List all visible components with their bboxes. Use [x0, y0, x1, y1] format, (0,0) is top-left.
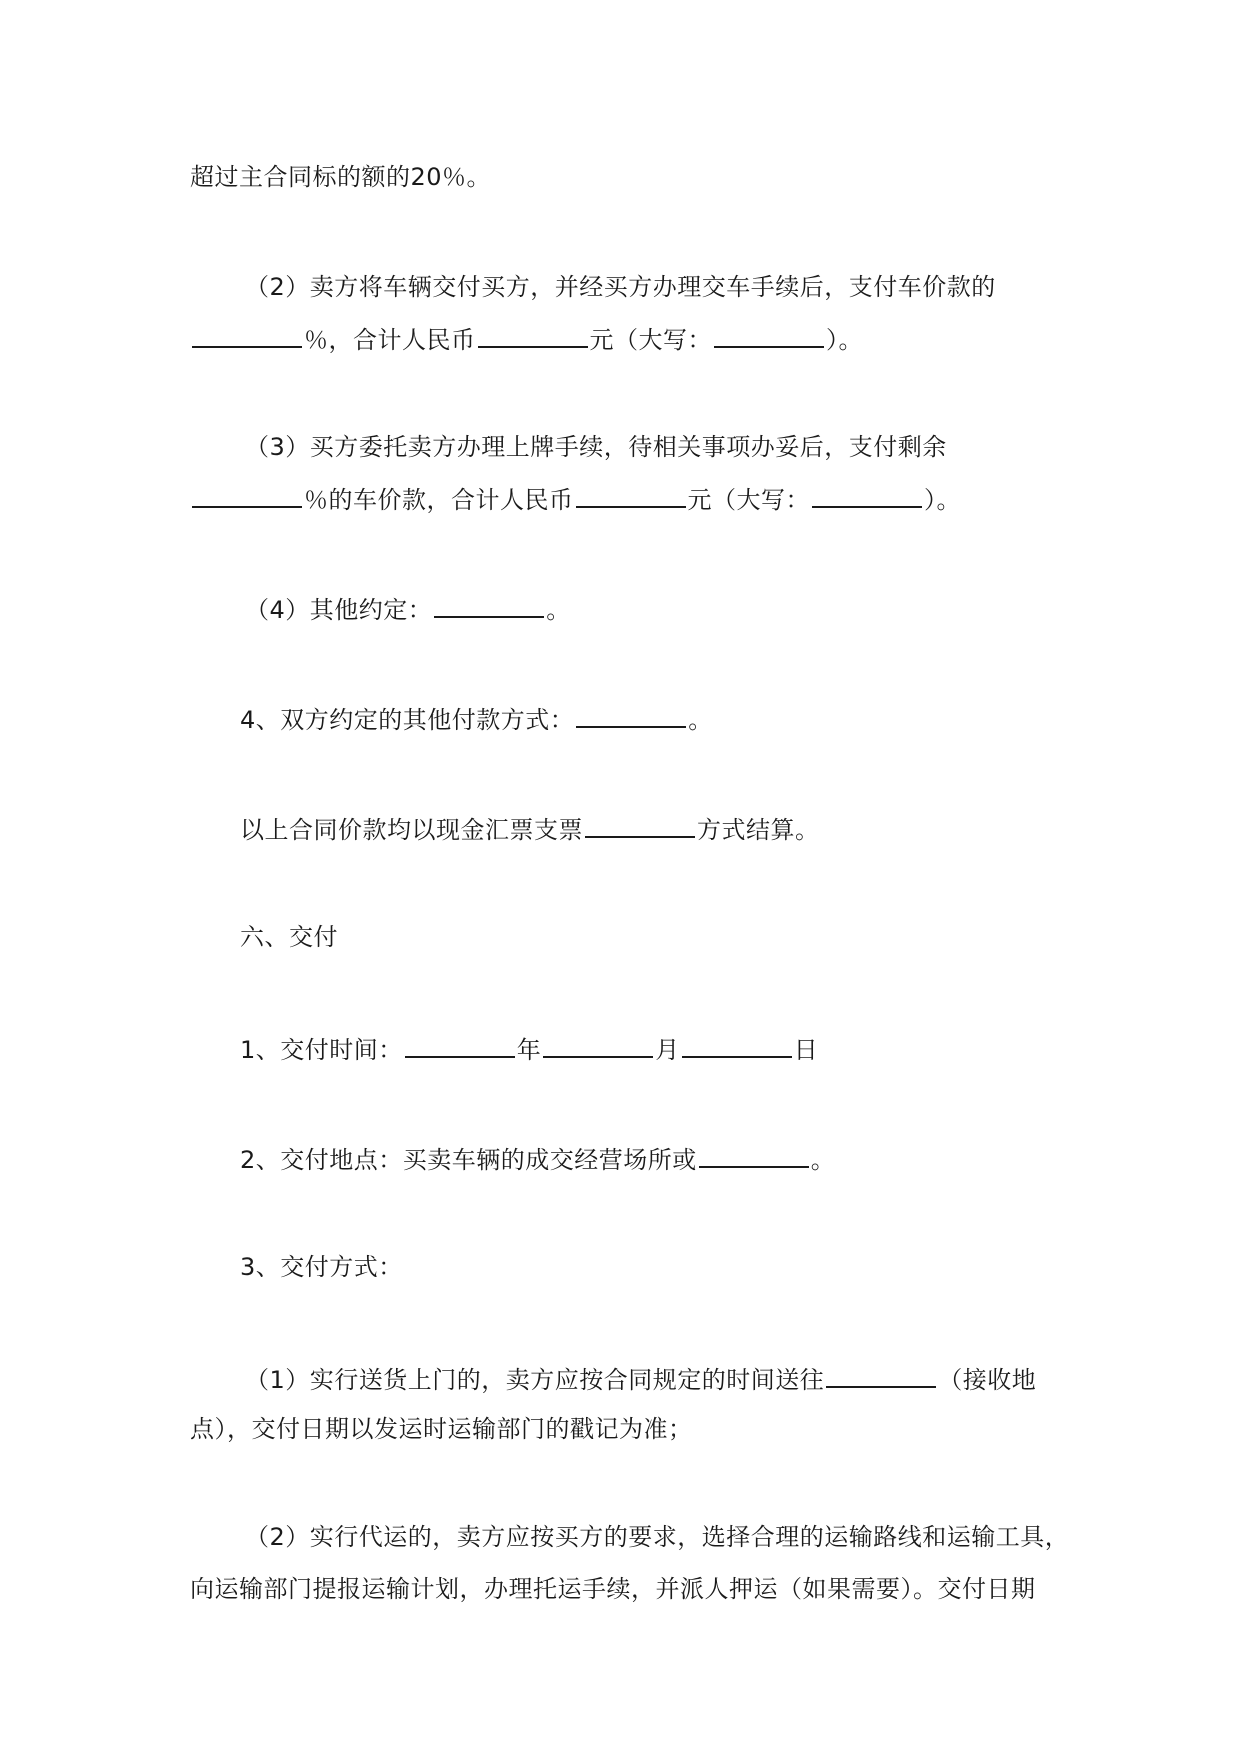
text: 超过主合同标的额的20％。 [190, 163, 492, 191]
text: （2）实行代运的，卖方应按买方的要求，选择合理的运输路线和运输工具， [245, 1523, 1070, 1551]
text: ％，合计人民币 [304, 326, 476, 354]
blank-field[interactable] [576, 480, 686, 508]
text: 以上合同价款均以现金汇票支票 [240, 816, 583, 844]
blank-field[interactable] [543, 1030, 653, 1058]
paragraph-line [245, 270, 996, 304]
text: （3）买方委托卖方办理上牌手续，待相关事项办妥后，支付剩余 [245, 433, 947, 461]
blank-field[interactable] [576, 700, 686, 728]
blank-field[interactable] [812, 480, 922, 508]
text: 元（大写： [589, 326, 712, 354]
text: 2、交付地点：买卖车辆的成交经营场所或 [240, 1146, 697, 1174]
paragraph-line [190, 320, 863, 357]
blank-field[interactable] [478, 320, 588, 348]
text: 。 [688, 706, 713, 734]
text: 3、交付方式： [240, 1253, 403, 1281]
text: 向运输部门提报运输计划，办理托运手续，并派人押运（如果需要）。交付日期 [190, 1575, 1036, 1603]
paragraph-line [240, 1250, 403, 1284]
paragraph-line [240, 700, 713, 737]
text: 点），交付日期以发运时运输部门的戳记为准； [190, 1415, 693, 1443]
blank-field[interactable] [192, 480, 302, 508]
paragraph-line [240, 1030, 818, 1067]
text: （接收地 [938, 1366, 1037, 1394]
text: （2）卖方将车辆交付买方，并经买方办理交车手续后，支付车价款的 [245, 273, 996, 301]
text: 1、交付时间： [240, 1036, 403, 1064]
section-heading [240, 920, 338, 954]
blank-field[interactable] [699, 1140, 809, 1168]
paragraph-line [245, 1360, 1036, 1397]
text: 。 [810, 1146, 836, 1174]
text: 六、交付 [240, 923, 338, 951]
text: 4、双方约定的其他付款方式： [240, 706, 575, 734]
text: 月 [655, 1036, 680, 1064]
blank-field[interactable] [434, 590, 544, 618]
blank-field[interactable] [826, 1360, 936, 1388]
text: （1）实行送货上门的，卖方应按合同规定的时间送往 [245, 1366, 825, 1394]
paragraph-line [245, 430, 947, 464]
text: 元（大写： [687, 486, 810, 514]
paragraph-line [190, 160, 491, 194]
text: 方式结算。 [697, 816, 820, 844]
blank-field[interactable] [585, 810, 695, 838]
blank-field[interactable] [192, 320, 302, 348]
text: ％的车价款，合计人民币 [304, 486, 574, 514]
paragraph-line [240, 810, 820, 847]
blank-field[interactable] [714, 320, 824, 348]
text: 年 [516, 1036, 542, 1064]
text: （4）其他约定： [245, 596, 433, 624]
paragraph-line [245, 590, 571, 627]
text: 。 [546, 596, 571, 624]
paragraph-line [190, 480, 961, 517]
blank-field[interactable] [405, 1030, 515, 1058]
text: 日 [793, 1036, 819, 1064]
paragraph-line [190, 1412, 693, 1446]
paragraph-line [240, 1140, 835, 1177]
paragraph-line [245, 1520, 1069, 1554]
text: ）。 [826, 326, 863, 354]
text: ）。 [924, 486, 961, 514]
blank-field[interactable] [682, 1030, 792, 1058]
paragraph-line [190, 1572, 1036, 1606]
